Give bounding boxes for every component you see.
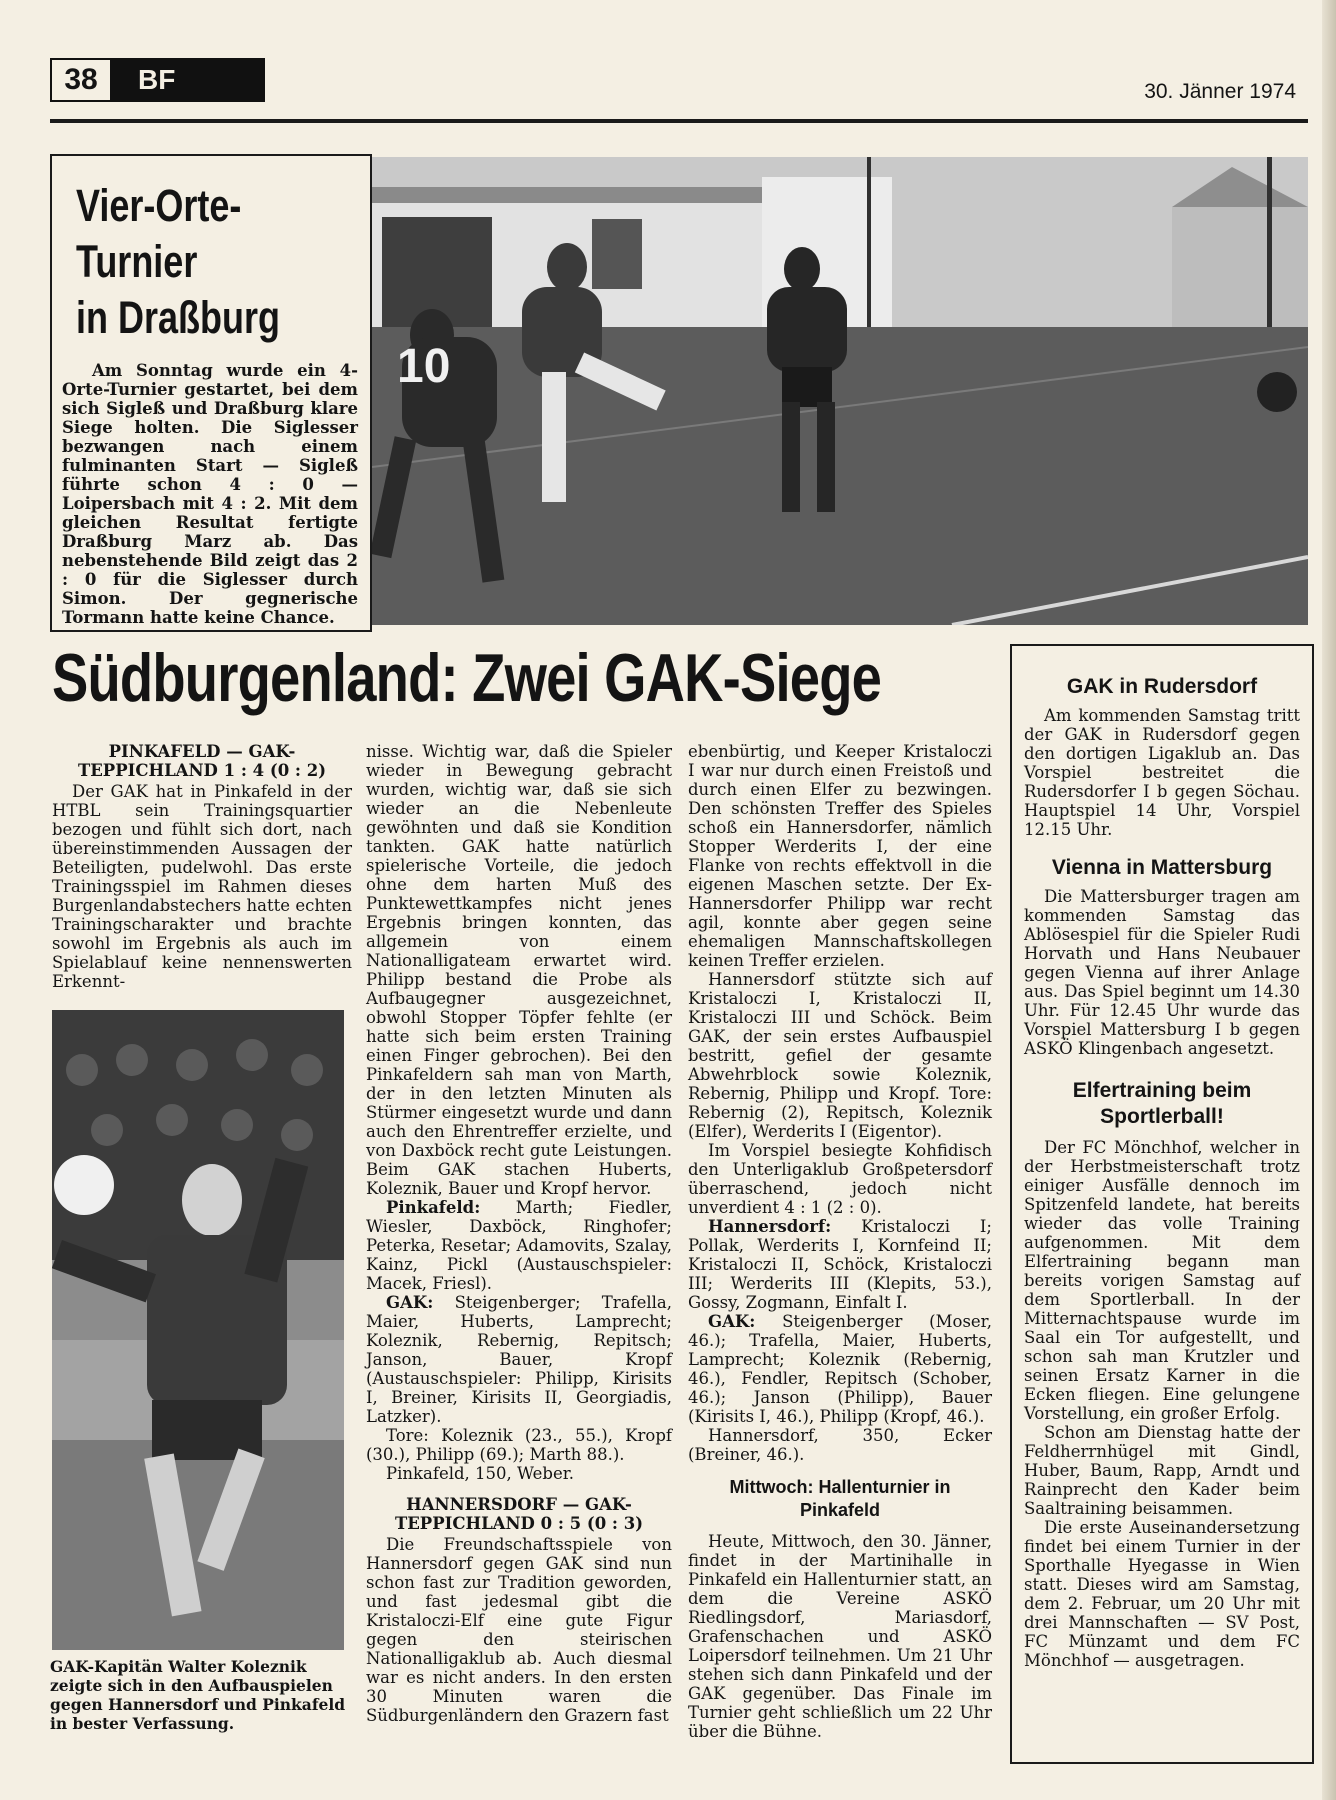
sidebar-paragraph: Die Mattersburger tragen am kommenden Samstag das Ablösespiel für die Spieler Rudi Horvath und Hans Neubauer gegen Vienna auf ihrer Anlage aus. Das Spiel beginnt um 14.30 Uhr. Für 12.45 Uhr wurde das Vorspiel Mattersburg I b gegen ASKÖ Klingenbach angesetzt. <box>1024 887 1300 1058</box>
lineup-label: GAK: <box>708 1312 756 1331</box>
sidebar-paragraph: Die erste Auseinandersetzung findet bei einem Turnier in der Sporthalle Hyegasse in Wien statt. Dieses wird am Samstag, dem 2. Februar, um 20 Uhr mit drei Mannschaften — SV Post, FC Münzamt und dem FC Mönchhof — ausgetragen. <box>1024 1518 1300 1670</box>
teaser-body: Am Sonntag wurde ein 4-Orte-Turnier gestartet, bei dem sich Sigleß und Draßburg klare Siege holten. Die Siglesser bezwangen nach einem fulminanten Start — Sigleß führte schon 4 : 0 — Loipersbach mit 4 : 2. Mit dem gleichen Resultat fertigte Draßburg Marz ab. Das nebenstehende Bild zeigt das 2 : 0 für die Siglesser durch Simon. Der gegnerische Tormann hatte keine Chance. <box>62 361 358 627</box>
teaser-headline-line: Turnier <box>76 236 198 287</box>
lineup-text: Marth; Fiedler, Wiesler, Daxböck, Ringhofer; Peterka, Resetar; Adamovits, Szalay, Kainz, Pickl (Austauschspieler: Macek, Friesl). <box>366 1198 672 1293</box>
article-paragraph: Die Freundschaftsspiele von Hannersdorf gegen GAK sind nun schon fast zur Tradition geworden, und fast jedesmal gibt die Kristaloczi-Elf eine gute Figur gegen den steirischen Nationalligaklub ab. Auch diesmal war es nicht anders. In den ersten 30 Minuten waren die Südburgenländern den Grazern fast <box>366 1535 672 1725</box>
sidebar-headline: GAK in Rudersdorf <box>1066 675 1258 698</box>
lineup-label: Hannersdorf: <box>708 1217 832 1236</box>
page-header-bar <box>50 58 265 102</box>
photo-caption: GAK-Kapitän Walter Koleznik zeigte sich in den Aufbauspielen gegen Hannersdorf und Pinkafeld in bester Verfassung. <box>50 1657 346 1733</box>
venue-line: Pinkafeld, 150, Weber. <box>386 1464 575 1483</box>
page-number: 38 <box>50 58 112 102</box>
issue-date: 30. Jänner 1974 <box>1144 80 1296 103</box>
sidebar-box <box>1010 644 1314 1764</box>
article-column-2 <box>366 742 672 1725</box>
lineup-text: Kristaloczi I; Pollak, Werderits I, Kornfeind II; Kristaloczi II, Schöck, Kristaloczi III; Werderits III (Klepits, 53.), Gossy, Zogmann, Einfalt I. <box>688 1217 992 1312</box>
column-subhead: Mittwoch: Hallenturnier in Pinkafeld <box>729 1477 951 1520</box>
match-subhead: PINKAFELD — GAK-TEPPICHLAND 1 : 4 (0 : 2) <box>77 742 327 780</box>
teaser-headline-line: Vier-Orte- <box>76 180 242 231</box>
teaser-headline <box>76 178 331 346</box>
page-edge-shadow <box>1322 0 1336 1800</box>
sidebar-headline: Vienna in Mattersburg <box>1051 856 1273 879</box>
player-photo <box>52 1010 344 1650</box>
article-column-3 <box>688 742 992 1741</box>
venue-line: Hannersdorf, 350, Ecker (Breiner, 46.). <box>688 1426 992 1464</box>
lineup-label: GAK: <box>386 1293 434 1312</box>
teaser-box <box>50 154 372 632</box>
lineup-label: Pinkafeld: <box>386 1198 481 1217</box>
article-paragraph: ebenbürtig, und Keeper Kristaloczi I war nur durch einen Freistoß und durch einen Elfer zu bezwingen. Den schönsten Treffer des Spieles schoß ein Hannersdorfer, nämlich Stopper Werderits I, der eine Flanke von rechts effektvoll in die eigenen Maschen setzte. Der Ex-Hannersdorfer Philipp war recht agil, konnte aber gegen seine ehemaligen Mannschaftskollegen keinen Treffer erzielen. <box>688 742 992 970</box>
sidebar-paragraph: Am kommenden Samstag tritt der GAK in Rudersdorf gegen den dortigen Ligaklub an. Das Vorspiel bestreitet die Rudersdorfer I b gegen Söchau. Hauptspiel 14 Uhr, Vorspiel 12.15 Uhr. <box>1024 706 1300 839</box>
article-paragraph: nisse. Wichtig war, daß die Spieler wieder in Bewegung gebracht wurden, wichtig war, daß sie sich wieder an die Nebenleute gewöhnten und daß sie Kondition tankten. GAK hatte natürlich spielerische Vorteile, die jedoch ohne dem harten Muß des Punktewettkampfes nicht jenes Ergebnis bringen konnten, das allgemein von einem Nationalligateam erwartet wird. Philipp bestand die Probe als Aufbaugegner ausgezeichnet, obwohl Stopper Töpfer fehlte (er hatte sich beim ersten Training einen Finger gebrochen). Bei den Pinkafeldern sah man von Marth, der in den letzten Minuten als Stürmer eingesetzt wurde und dann auch den Ehrentreffer erzielte, und von Daxböck recht gute Leistungen. Beim GAK stachen Huberts, Koleznik, Bauer und Kropf hervor. <box>366 742 672 1198</box>
main-headline: Südburgenland: Zwei GAK-Siege <box>52 640 882 716</box>
player-photo-image <box>52 1010 344 1650</box>
teaser-headline-line: in Draßburg <box>76 292 280 343</box>
match-subhead: HANNERSDORF — GAK-TEPPICHLAND 0 : 5 (0 : 3) <box>394 1495 644 1533</box>
header-rule <box>50 119 1308 123</box>
sidebar-paragraph: Schon am Dienstag hatte der Feldherrnhügel mit Gindl, Huber, Baum, Rapp, Arndt und Rainprecht den Kader beim Saaltraining beisammen. <box>1024 1423 1300 1518</box>
article-paragraph: Heute, Mittwoch, den 30. Jänner, findet in der Martinihalle in Pinkafeld ein Hallenturnier statt, an dem die Vereine ASKÖ Riedlingsdorf, Mariasdorf, Grafenschachen und ASKÖ Loipersdorf teilnehmen. Um 21 Uhr stehen sich dann Pinkafeld und der GAK gegenüber. Das Finale im Turnier geht schließlich um 22 Uhr über die Bühne. <box>688 1532 992 1741</box>
match-photo <box>372 157 1308 625</box>
goals-line: Tore: Koleznik (23., 55.), Kropf (30.), Philipp (69.); Marth 88.). <box>366 1426 672 1464</box>
jersey-number: 10 <box>397 340 451 393</box>
article-paragraph: Im Vorspiel besiegte Kohfidisch den Unterligaklub Großpetersdorf überraschend, jedoch nicht unverdient 4 : 1 (2 : 0). <box>688 1141 992 1217</box>
section-label: BF <box>112 58 265 102</box>
article-paragraph: Der GAK hat in Pinkafeld in der HTBL sein Trainingsquartier bezogen und fühlt sich dort, nach übereinstimmenden Aussagen der Beteiligten, pudelwohl. Das erste Trainingsspiel im Rahmen dieses Burgenlandabstechers hatte echten Trainingscharakter und brachte sowohl im Ergebnis als auch im Spielablauf keine nennenswerten Erkennt- <box>52 782 352 991</box>
match-photo-image <box>372 157 1308 625</box>
article-column-1 <box>52 742 352 991</box>
article-paragraph: Hannersdorf stützte sich auf Kristaloczi I, Kristaloczi II, Kristaloczi III und Schöck. Beim GAK, der sein erstes Aufbauspiel bestritt, gefiel der gesamte Abwehrblock sowie Koleznik, Rebernig, Philipp und Kropf. Tore: Rebernig (2), Repitsch, Koleznik (Elfer), Werderits I (Eigentor). <box>688 970 992 1141</box>
lineup-text: Steigenberger (Moser, 46.); Trafella, Maier, Huberts, Lamprecht; Koleznik (Rebernig, 46.), Fendler, Repitsch (Schober, 46.); Janson (Philipp), Bauer (Kirisits I, 46.), Philipp (Kropf, 46.). <box>688 1312 992 1426</box>
lineup-text: Steigenberger; Trafella, Maier, Huberts, Lamprecht; Koleznik, Rebernig, Repitsch; Janson, Bauer, Kropf (Austauschspieler: Philipp, Kirisits I, Breiner, Kirisits II, Georgiadis, Latzker). <box>366 1293 672 1426</box>
sidebar-headline: Elfertraining beim Sportlerball! <box>1072 1079 1252 1128</box>
sidebar-paragraph: Der FC Mönchhof, welcher in der Herbstmeisterschaft trotz einiger Ausfälle dennoch im Spitzenfeld landete, hat bereits wieder das volle Training aufgenommen. Mit dem Elfertraining begann man bereits vorigen Samstag auf dem Sportlerball. In der Mitternachtspause wurde im Saal ein Tor aufgestellt, und schon sah man Krutzler und seinen Ersatz Karner in die Ecken fliegen. Eine gelungene Vorstellung, ein großer Erfolg. <box>1024 1138 1300 1423</box>
